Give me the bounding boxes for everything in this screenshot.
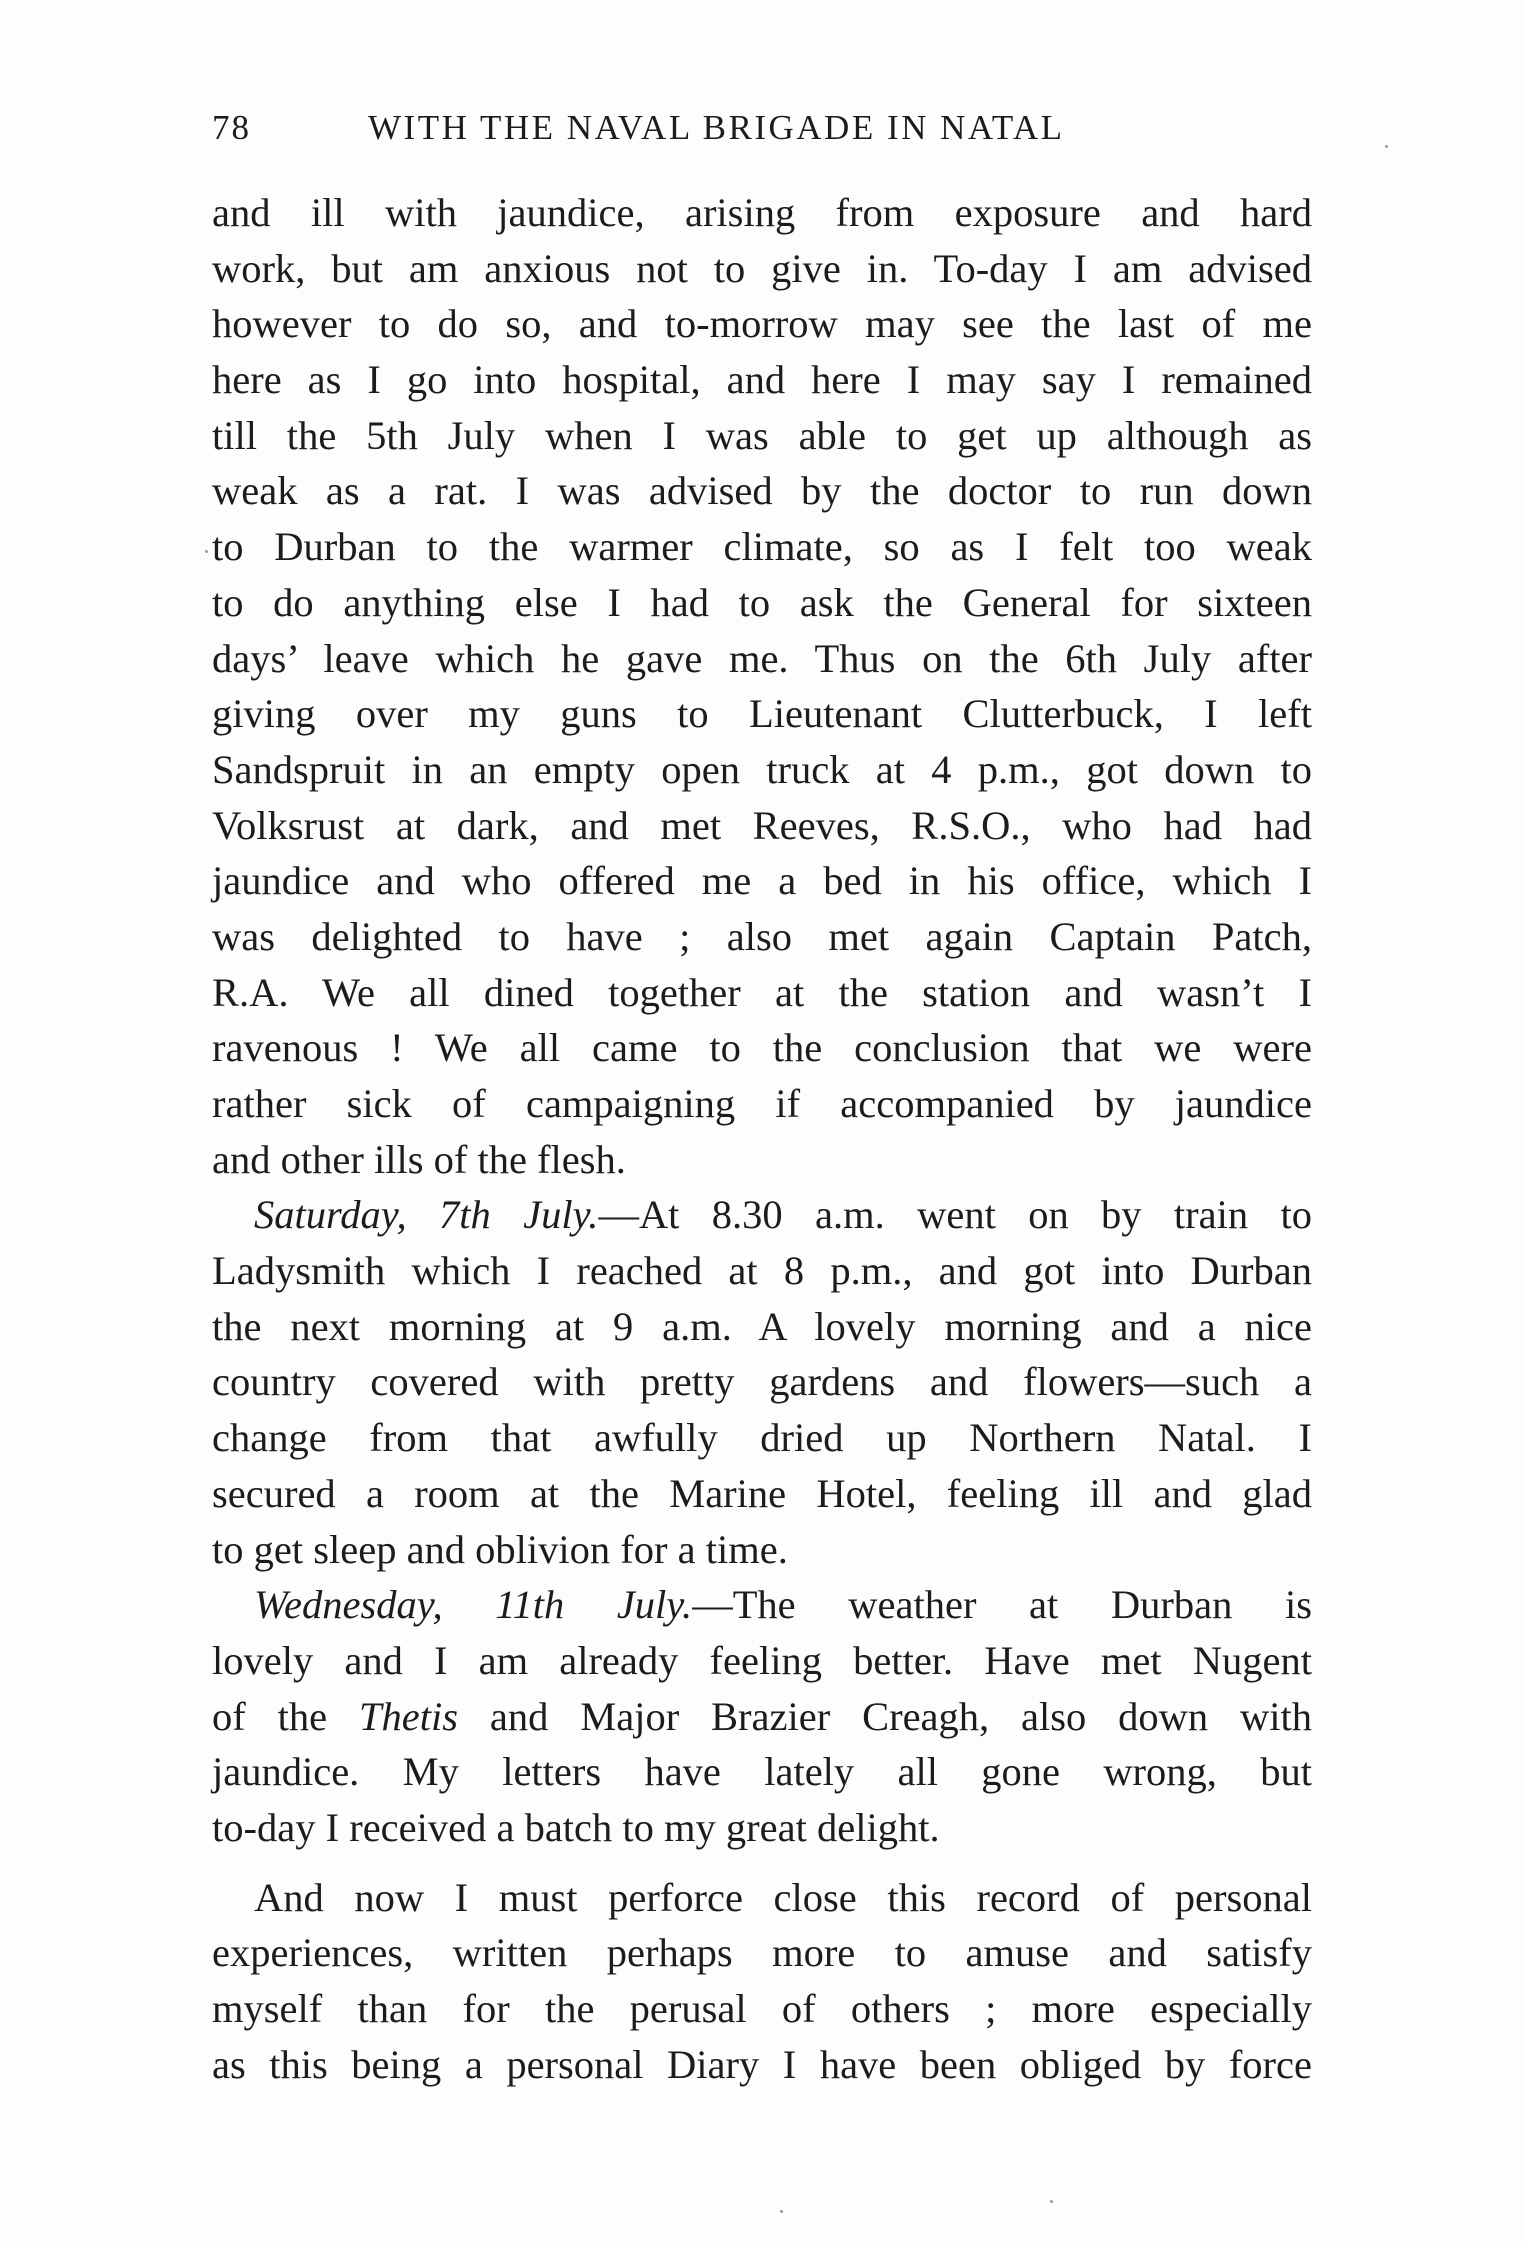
text-line bbox=[212, 1577, 1312, 1633]
line-text: —At 8.30 a.m. went on by train to bbox=[598, 1192, 1312, 1238]
text-line: as this being a personal Diary I have been obliged by force bbox=[212, 2041, 1312, 2087]
text-line bbox=[212, 1187, 1312, 1243]
date-heading: Wednesday, 11th July. bbox=[254, 1582, 693, 1628]
text-line: And now I must perforce close this record of personal bbox=[254, 1874, 1312, 1920]
paragraph-2 bbox=[212, 1187, 1312, 1577]
running-title: WITH THE NAVAL BRIGADE IN NATAL bbox=[368, 108, 1065, 147]
text-line: till the 5th July when I was able to get up although as bbox=[212, 412, 1312, 458]
paragraph-gap bbox=[212, 1856, 1312, 1870]
text-line: experiences, written perhaps more to amuse and satisfy bbox=[212, 1930, 1312, 1976]
line-text: of the bbox=[212, 1693, 359, 1739]
paper-speck bbox=[1385, 145, 1388, 148]
body-text bbox=[212, 185, 1312, 2092]
text-line: ravenous ! We all came to the conclusion that we were bbox=[212, 1025, 1312, 1071]
paragraph-4 bbox=[212, 1870, 1312, 2093]
text-line: giving over my guns to Lieutenant Clutterbuck, I left bbox=[212, 691, 1312, 737]
text-line: jaundice. My letters have lately all gone wrong, but bbox=[212, 1749, 1312, 1795]
text-line: to Durban to the warmer climate, so as I felt too weak bbox=[212, 524, 1312, 570]
text-line: work, but am anxious not to give in. To-day I am advised bbox=[212, 245, 1312, 291]
text-line: the next morning at 9 a.m. A lovely morning and a nice bbox=[212, 1303, 1312, 1349]
text-line: here as I go into hospital, and here I may say I remained bbox=[212, 357, 1312, 403]
text-line: country covered with pretty gardens and flowers—such a bbox=[212, 1359, 1312, 1405]
text-line: weak as a rat. I was advised by the doctor to run down bbox=[212, 468, 1312, 514]
text-line: R.A. We all dined together at the station and wasn’t I bbox=[212, 969, 1312, 1015]
text-line bbox=[212, 1689, 1312, 1745]
text-line: to do anything else I had to ask the General for sixteen bbox=[212, 579, 1312, 625]
ship-name: Thetis bbox=[358, 1693, 458, 1739]
line-text: —The weather at Durban is bbox=[692, 1582, 1312, 1628]
line-text: and Major Brazier Creagh, also down with bbox=[457, 1693, 1313, 1739]
text-line: change from that awfully dried up Northern Natal. I bbox=[212, 1415, 1312, 1461]
text-line: Ladysmith which I reached at 8 p.m., and got into Durban bbox=[212, 1248, 1312, 1294]
text-line: to get sleep and oblivion for a time. bbox=[212, 1526, 788, 1572]
text-line: rather sick of campaigning if accompanied by jaundice bbox=[212, 1081, 1312, 1126]
text-line: and other ills of the flesh. bbox=[212, 1136, 626, 1182]
text-line: myself than for the perusal of others ; more especially bbox=[212, 1986, 1312, 2031]
text-line: jaundice and who offered me a bed in his office, which I bbox=[212, 858, 1312, 904]
paragraph-1 bbox=[212, 185, 1312, 1187]
text-line: to-day I received a batch to my great delight. bbox=[212, 1804, 940, 1850]
paper-speck bbox=[1050, 2200, 1053, 2203]
text-line: however to do so, and to-morrow may see the last of me bbox=[212, 301, 1312, 347]
text-line: days’ leave which he gave me. Thus on the 6th July after bbox=[212, 635, 1312, 681]
paper-speck bbox=[205, 550, 208, 553]
date-heading: Saturday, 7th July. bbox=[254, 1192, 599, 1238]
text-line: Sandspruit in an empty open truck at 4 p.m., got down to bbox=[212, 746, 1312, 792]
text-line: secured a room at the Marine Hotel, feeling ill and glad bbox=[212, 1470, 1312, 1516]
page-number: 78 bbox=[212, 108, 251, 147]
text-line: lovely and I am already feeling better. Have met Nugent bbox=[212, 1637, 1312, 1683]
text-line: and ill with jaundice, arising from exposure and hard bbox=[212, 190, 1312, 235]
paragraph-3 bbox=[212, 1577, 1312, 1855]
text-line: Volksrust at dark, and met Reeves, R.S.O., who had had bbox=[212, 802, 1312, 848]
paper-speck bbox=[780, 2210, 783, 2213]
running-head bbox=[212, 108, 1312, 148]
text-line: was delighted to have ; also met again Captain Patch, bbox=[212, 913, 1312, 959]
